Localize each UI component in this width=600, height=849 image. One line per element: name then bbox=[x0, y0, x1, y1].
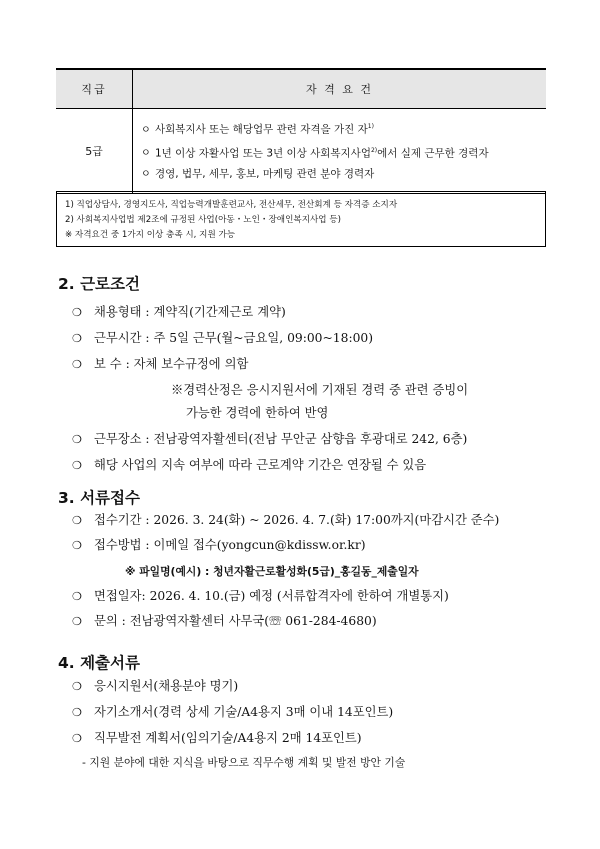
grade-cell: 5급 bbox=[56, 109, 133, 194]
list-item bbox=[72, 512, 499, 529]
section-title-documents: 4. 제출서류 bbox=[58, 654, 140, 672]
list-bullet: ❍ bbox=[72, 459, 82, 472]
list-bullet: ❍ bbox=[72, 514, 82, 527]
item-text: 보 수 : 자체 보수규정에 의함 bbox=[94, 357, 249, 371]
list-bullet: ㅇ bbox=[141, 124, 151, 136]
list-item bbox=[72, 304, 286, 321]
table-header-row bbox=[56, 69, 546, 109]
footnotes-box bbox=[56, 191, 546, 247]
list-bullet: ❍ bbox=[72, 615, 82, 628]
footnote-2: 2) 사회복지사업법 제2조에 규정된 사업(아동・노인・장애인복지사업 등) bbox=[65, 215, 341, 225]
list-bullet: ❍ bbox=[72, 539, 82, 552]
requirement-text-after: 에서 실제 근무한 경력자 bbox=[377, 147, 489, 159]
list-bullet: ❍ bbox=[72, 732, 82, 745]
list-bullet: ㅇ bbox=[141, 169, 151, 180]
header-requirements: 자 격 요 건 bbox=[133, 69, 547, 109]
item-text: 면접일자: 2026. 4. 10.(금) 예정 (서류합격자에 한하여 개별통지) bbox=[94, 589, 449, 603]
list-item bbox=[72, 356, 248, 373]
list-bullet: ❍ bbox=[72, 433, 82, 446]
item-text: 근무시간 : 주 5일 근무(월~금요일, 09:00~18:00) bbox=[94, 331, 374, 345]
list-item bbox=[72, 730, 362, 747]
requirement-item bbox=[141, 117, 546, 141]
list-bullet: ❍ bbox=[72, 680, 82, 693]
section-title-working-conditions: 2. 근로조건 bbox=[58, 275, 140, 293]
requirement-item bbox=[141, 141, 546, 165]
requirements-list bbox=[133, 117, 546, 185]
list-item bbox=[72, 678, 238, 695]
pay-note-line-2: 가능한 경력에 한하여 반영 bbox=[186, 406, 329, 420]
file-name-note: ※ 파일명(예시) : 청년자활근로활성화(5급)_홍길동_제출일자 bbox=[125, 565, 419, 578]
list-bullet: ㅇ bbox=[141, 148, 151, 159]
qualification-table bbox=[56, 68, 546, 194]
item-text: 응시지원서(채용분야 명기) bbox=[94, 679, 239, 693]
list-bullet: ❍ bbox=[72, 306, 82, 319]
item-text: 접수기간 : 2026. 3. 24(화) ~ 2026. 4. 7.(화) 17:00까지(마감시간 준수) bbox=[94, 513, 500, 527]
list-bullet: ❍ bbox=[72, 358, 82, 371]
list-item bbox=[72, 457, 426, 474]
section-title-application: 3. 서류접수 bbox=[58, 489, 140, 507]
list-item bbox=[72, 431, 467, 448]
list-bullet: ❍ bbox=[72, 332, 82, 345]
list-bullet: ❍ bbox=[72, 706, 82, 719]
requirements-cell bbox=[133, 109, 547, 194]
footnote-3: ※ 자격요건 중 1가지 이상 충족 시, 지원 가능 bbox=[65, 230, 236, 240]
header-grade: 직급 bbox=[56, 69, 133, 109]
requirement-text: 경영, 법무, 세무, 홍보, 마케팅 관련 분야 경력자 bbox=[155, 168, 375, 180]
list-item bbox=[72, 588, 449, 605]
item-text: 해당 사업의 지속 여부에 따라 근로계약 기간은 연장될 수 있음 bbox=[94, 458, 427, 472]
requirement-item bbox=[141, 164, 546, 185]
list-item bbox=[72, 330, 373, 347]
table-row bbox=[56, 109, 546, 194]
footnote-1: 1) 직업상담사, 경영지도사, 직업능력개발훈련교사, 전산세무, 전산회계 등 자격증 소지자 bbox=[65, 200, 398, 210]
requirement-text: 1년 이상 자활사업 또는 3년 이상 사회복지사업 bbox=[155, 147, 371, 159]
requirement-text: 사회복지사 또는 해당업무 관련 자격을 가진 자 bbox=[155, 123, 368, 136]
item-text: 채용형태 : 계약직(기간제근로 계약) bbox=[94, 305, 286, 319]
item-text: 직무발전 계획서(임의기술/A4용지 2매 14포인트) bbox=[94, 731, 362, 745]
footnote-ref: 1) bbox=[367, 123, 374, 130]
item-text: 자기소개서(경력 상세 기술/A4용지 3매 이내 14포인트) bbox=[94, 705, 394, 719]
plan-description-note: - 지원 분야에 대한 지식을 바탕으로 직무수행 계획 및 발전 방안 기술 bbox=[82, 756, 406, 769]
pay-note-line-1: ※경력산정은 응시지원서에 기재된 경력 중 관련 증빙이 bbox=[171, 383, 469, 397]
list-item bbox=[72, 537, 366, 554]
list-item bbox=[72, 613, 377, 630]
item-text: 접수방법 : 이메일 접수(yongcun@kdissw.or.kr) bbox=[94, 538, 366, 552]
item-text: 문의 : 전남광역자활센터 사무국(☏ 061-284-4680) bbox=[94, 614, 377, 628]
item-text: 근무장소 : 전남광역자활센터(전남 무안군 삼향읍 후광대로 242, 6층) bbox=[94, 432, 468, 446]
list-item bbox=[72, 704, 393, 721]
footnote-ref: 2) bbox=[370, 146, 378, 154]
list-bullet: ❍ bbox=[72, 590, 82, 603]
